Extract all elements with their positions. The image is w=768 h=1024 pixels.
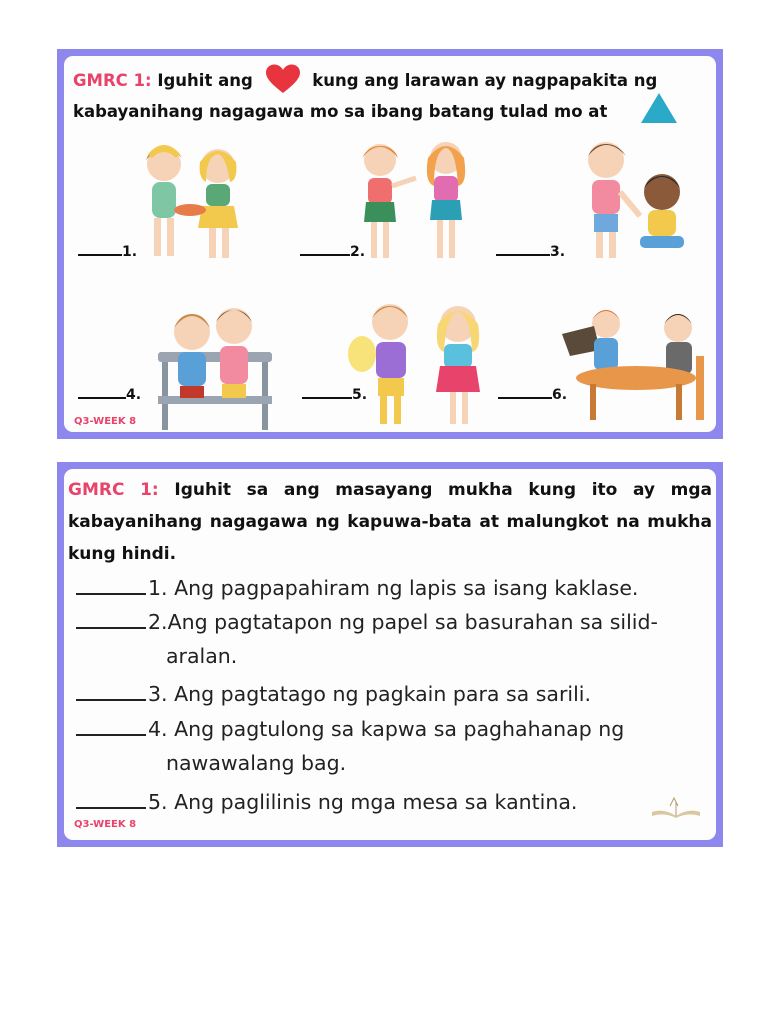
card2-instructions [68,474,712,570]
card1-title-part1: Iguhit ang [157,71,253,90]
card1-item-5-label: 5. [302,387,367,403]
card2-item-4: 4. Ang pagtulong sa kapwa sa paghahanap ng nawawalang bag. [76,712,706,780]
card2-item-1: 1. Ang pagpapahiram ng lapis sa isang kaklase. [76,571,706,605]
picture-6-kids-at-table [554,304,714,434]
picture-1-sharing-food [126,136,256,270]
heart-icon [265,64,301,94]
card1-item-6-label: 6. [498,387,567,403]
card2-week-label: Q3-WEEK 8 [74,819,137,830]
card1-week-label: Q3-WEEK 8 [74,416,137,427]
card2-item-3: 3. Ang pagtatago ng pagkain para sa sarili. [76,677,706,711]
worksheet-card-2-body [64,469,716,840]
card1-instructions [73,64,708,127]
card1-title-prefix: GMRC 1: [73,71,152,90]
card2-item-2: 2.Ang pagtatapon ng papel sa basurahan sa silid- aralan. [76,605,706,673]
card1-item-3-label: 3. [496,244,565,260]
picture-2-girls-pointing [354,136,484,270]
book-icon [650,796,702,824]
triangle-icon [640,92,678,124]
answer-blank [76,698,146,701]
card1-item-4-label: 4. [78,387,141,403]
worksheet-card-1-body [64,56,716,432]
card1-item-2-label: 2. [300,244,365,260]
picture-5-boy-and-crying-girl [340,300,490,432]
answer-blank [76,733,146,736]
card2-item-2-continuation: aralan. [166,644,238,668]
card2-title-prefix: GMRC 1: [68,480,159,500]
answer-blank [76,592,146,595]
card2-title-text: Iguhit sa ang masayang mukha kung ito ay mga kabayanihang nagagawa ng kapuwa-bata at malungkot na mukha kung hindi. [68,480,713,564]
worksheet-card-1 [57,49,723,439]
picture-4-boys-on-bench [152,298,278,436]
card1-title-line2: kabayanihang nagagawa mo sa ibang batang tulad mo at [73,102,608,121]
card1-title-part2: kung ang larawan ay nagpapakita ng [312,71,658,90]
answer-blank [76,806,146,809]
card2-item-4-continuation: nawawalang bag. [166,751,347,775]
card1-item-1-label: 1. [78,244,137,260]
picture-3-helping-friend [570,136,700,270]
card2-item-5: 5. Ang paglilinis ng mga mesa sa kantina. [76,785,706,819]
answer-blank [76,626,146,629]
worksheet-card-2 [57,462,723,847]
